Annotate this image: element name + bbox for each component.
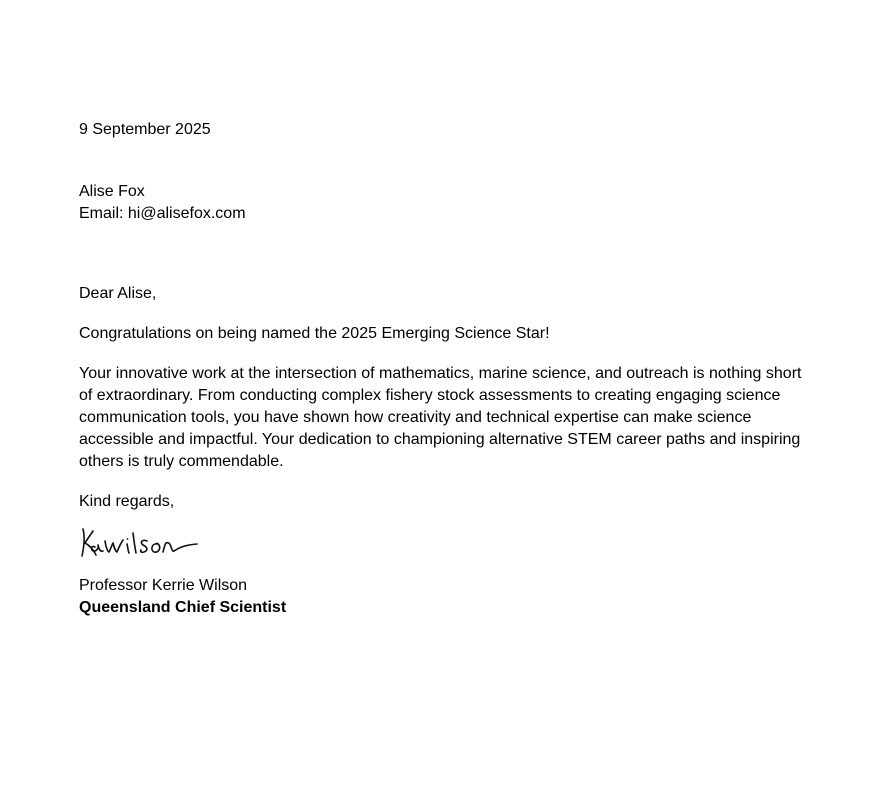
signer-block bbox=[79, 575, 819, 619]
recipient-block bbox=[79, 181, 819, 225]
recipient-email: Email: hi@alisefox.com bbox=[79, 205, 246, 222]
signature-image bbox=[79, 523, 201, 561]
recipient-name: Alise Fox bbox=[79, 183, 145, 200]
letter-date: 9 September 2025 bbox=[79, 121, 211, 138]
intro-paragraph: Congratulations on being named the 2025 Emerging Science Star! bbox=[79, 325, 550, 342]
letter bbox=[79, 119, 819, 619]
signer-title: Queensland Chief Scientist bbox=[79, 599, 287, 616]
body-paragraph: Your innovative work at the intersection of mathematics, marine science, and outreach is nothing short of extraordinary. From conducting complex fishery stock assessments to creating engaging science communication tools, you have shown how creativity and technical expertise can make science accessible and impactful. Your dedication to championing alternative STEM career paths and inspiring others is truly commendable. bbox=[79, 365, 802, 470]
salutation: Dear Alise, bbox=[79, 285, 157, 302]
closing: Kind regards, bbox=[79, 493, 175, 510]
signer-name: Professor Kerrie Wilson bbox=[79, 577, 248, 594]
